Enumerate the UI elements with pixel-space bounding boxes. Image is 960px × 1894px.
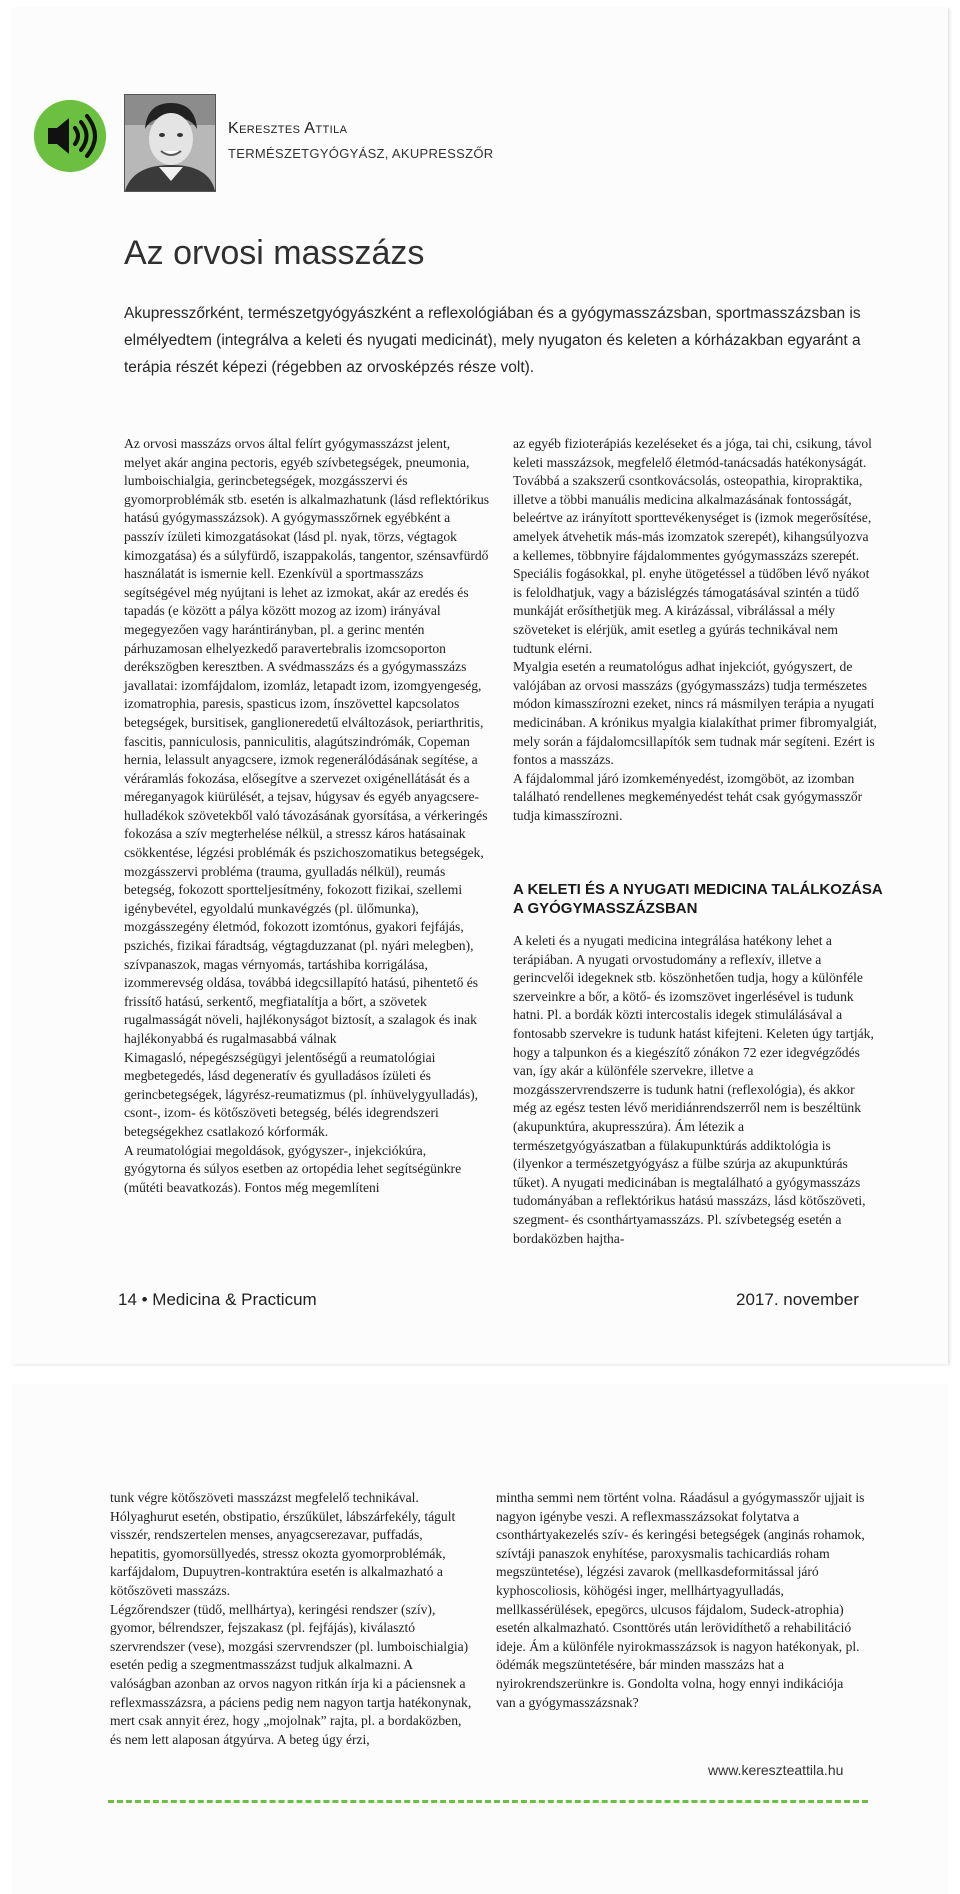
body-column-1 bbox=[124, 435, 490, 1197]
article-lead: Akupresszőrként, természetgyógyászként a reflexológiában és a gyógymasszázsban, sportmasszázsban is elmélyedtem (integrálva a keleti és nyugati medicinát), mely nyugaton és keleten a kórházakban egyaránt a terápia részét képezi (régebben az orvosképzés része volt). bbox=[124, 305, 861, 376]
website-link[interactable]: www.kereszteattila.hu bbox=[708, 1762, 844, 1778]
paragraph: A fájdalommal járó izomkeményedést, izomgöböt, az izomban található rendellenes megkeményedést tehát csak gyógymasszőr tudja kimasszírozni. bbox=[513, 770, 863, 823]
dashed-divider bbox=[108, 1800, 868, 1803]
footer-date: 2017. november bbox=[736, 1290, 859, 1309]
body-column-2 bbox=[513, 435, 877, 825]
section-heading: A KELETI ÉS A NYUGATI MEDICINA TALÁLKOZÁSA A GYÓGYMASSZÁZSBAN bbox=[513, 881, 883, 917]
paragraph: Az orvosi masszázs orvos által felírt gyógymasszázst jelent, melyet akár angina pectoris, egyéb szívbetegségek, pneumonia, lumboischialgia, gerincbetegségek, mozgásszervi és gyomorproblémák stb. esetén is alkalmazhatunk (lásd reflektórikus hatású gyógymasszázsok). A gyógymasszőrnek egyébként a passzív ízületi kimozgatásokat (lásd pl. nyak, törzs, végtagok kimozgatása) és a súlyfürdő, iszappakolás, tangentor, szénsavfürdő használatát is ismernie kell. Ezenkívül a sportmasszázs segítségével még nyújtani is lehet az izmokat, akár az eredés és tapadás (e között a pálya között mozog az izom) irányával megegyezően vagy harántirányban, pl. a gerinc mentén párhuzamosan elhelyezkedő paravertebralis izomcsoporton derékszögben keresztben. A svédmasszázs és a gyógymasszázs javallatai: izomfájdalom, izomláz, letapadt izom, izomgyengeség, izomatrophia, paresis, spasticus izom, ínszövettel kapcsolatos betegségek, bursitisek, ganglioneredetű elváltozások, periarthritis, fascitis, panniculosis, panniculitis, alagútszindrómák, Copeman hernia, lelassult anyagcsere, izmok regenerálódásának segítése, a véráramlás fokozása, elősegítve a szervezet oxigénellátását és a méreganyagok kiürülését, a tejsav, húgysav és egyéb anyagcsere-hulladékok szövetekből való távozásának gyorsítása, a vérkeringés fokozása a szív megterhelése nélkül, a stressz káros hatásainak csökkentése, légzési problémák és pszichoszomatikus betegségek, mozgásszervi probléma (trauma, gyulladás nélkül), reumás betegség, fokozott sportteljesítmény, fokozott fizikai, szellemi igénybevétel, egyoldalú munkavégzés (pl. ülőmunka), mozgásszegény életmód, fokozott izomtónus, gyakori fejfájás, pszichés, fizikai fáradtság, végtagduzzanat (pl. nyári melegben), szívpanaszok, magas vérnyomás, tartáshiba korrigálása, izommerevség oldása, továbbá idegcsillapító hatású, pihentető és frissítő hatású, serkentő, megfiatalítja a bőrt, a szövetek rugalmasságát növeli, hajlékonyságot biztosít, a szalagok és inak hajlékonyabbá és rugalmasabbá válnak bbox=[124, 436, 490, 1046]
paragraph: mintha semmi nem történt volna. Ráadásul a gyógymasszőr ujjait is nagyon igénybe veszi. A reflexmasszázsokat folytatva a csonthártyakezelés szív- és keringési betegségek (anginás rohamok, szívtáji panaszok enyhítése, paroxysmalis tachicardiás roham megszüntetése), légzési zavarok (mellkasdeformitással járó kyphoscoliosis, köhögési inger, mellhártyagyulladás, mellkassérülések, epegörcs, ulcusos fájdalom, Sudeck-atrophia) esetén alkalmazható. Csonttörés után lerövidíthető a rehabilitáció ideje. Ám a különféle nyirokmasszázsok is nagyon hatékonyak, pl. ödémák megszüntetésére, bár minden masszázs hat a nyirokrendszerünkre is. Gondolta volna, hogy ennyi indikációja van a gyógymasszázsnak? bbox=[496, 1490, 865, 1710]
paragraph: az egyéb fizioterápiás kezeléseket és a jóga, tai chi, csikung, távol keleti masszázsok, megfelelő életmód-tanácsadás hatékonyságát. Továbbá a szakszerű csontkovácsolás, osteopathia, kiropraktika, illetve a többi manuális medicina alkalmazásának fontosságát, beleértve az irányított sporttevékenységet is (izmok megerősítése, amelyek átvehetik más-más izomzatok szerepét), kihangsúlyozva a kellemes, többnyire fájdalommentes gyógymasszázs szerepét. Speciális fogásokkal, pl. enyhe ütögetéssel a tüdőben lévő nyákot is feloldhatjuk, vagy a bázislégzés támogatásával szintén a tüdő munkáját erősíthetjük meg. A kirázással, vibrálással a mély szöveteket is elérjük, amit esetleg a gyúrás technikával nem tudtunk elérni. bbox=[513, 436, 872, 656]
author-photo bbox=[124, 94, 216, 192]
author-role: TERMÉSZETGYÓGYÁSZ, AKUPRESSZŐR bbox=[228, 146, 494, 161]
paragraph: A reumatológiai megoldások, gyógyszer-, injekciókúra, gyógytorna és súlyos esetben az ortopédia lehet segítségünkre (műtéti beavatkozás). Fontos még megemlíteni bbox=[124, 1142, 462, 1195]
body-column-3 bbox=[110, 1489, 472, 1749]
paragraph: tunk végre kötőszöveti masszázst megfelelő technikával. Hólyaghurut esetén, obstipatio, érszűkület, lábszárfekély, tágult visszér, rendszertelen menses, anyagcserezavar, puffadás, hepatitis, gyomorsüllyedés, stressz okozta gyomorproblémák, karfájdalom, Dupuytren-kontraktúra esetén is alkalmazható a kötőszöveti masszázs. bbox=[110, 1490, 456, 1598]
footer-publication: 14 • Medicina & Practicum bbox=[118, 1290, 317, 1309]
paragraph: A keleti és a nyugati medicina integrálása hatékony lehet a terápiában. A nyugati orvostudomány a reflexív, illetve a gerincvelői idegeknek stb. köszönhetően tudja, hogy a különféle szerveinkre a bőr, a kötő- és izomszövet ingerlésével is tudunk hatni. Pl. a bordák közti intercostalis idegek stimulálásával a fontosabb szervekre is tudunk hatást kifejteni. Keleten úgy tartják, hogy a talpunkon és a kiegészítő zónákon 72 ezer idegvégződés van, így akár a különféle szervekre, illetve a mozgásszervrendszerre is tudunk hatni (reflexológia), és akkor még az egész testen lévő meridiánrendszerről nem is beszéltünk (akupunktúra, akupresszúra). Ám létezik a természetgyógyászatban a fülakupunktúrás addiktológia is (ilyenkor a természetgyógyász a fülbe szúrja az akupunktúrás tűket). A nyugati medicinában is megtalálható a gyógymasszázs tudományában a reflektórikus hatású masszázs, lásd kötőszöveti, szegment- és csonthártyamasszázs. Pl. szívbetegség esetén a bordaközben hajtha- bbox=[513, 933, 874, 1246]
author-name: Keresztes Attila bbox=[228, 120, 348, 137]
article-title: Az orvosi masszázs bbox=[124, 234, 425, 272]
paragraph: Kimagasló, népegészségügyi jelentőségű a reumatológiai megbetegedés, lásd degeneratív és gyulladásos ízületi és gerincbetegségek, lágyrész-reumatizmus (pl. ínhüvelygyulladás), csont-, izom- és kötőszöveti betegség, bélés idegrendszeri betegségekhez csatlakozó kórformák. bbox=[124, 1049, 479, 1139]
paragraph: Myalgia esetén a reumatológus adhat injekciót, gyógyszert, de valójában az orvosi masszázs (gyógymasszázs) tudja természetes módon kimasszírozni ezeket, nincs rá másmilyen terápia a nyugati medicinában. A krónikus myalgia kialakíthat primer fibromyalgiát, mely során a fájdalomcsillapítók sem tudnak már segíteni. Ezért is fontos a masszázs. bbox=[513, 659, 877, 768]
body-column-4 bbox=[496, 1489, 866, 1712]
speaker-icon[interactable] bbox=[34, 100, 106, 172]
paragraph: Légzőrendszer (tüdő, mellhártya), keringési rendszer (szív), gyomor, bélrendszer, fejszakasz (pl. fejfájás), kiválasztó szervrendszer (vese), mozgási szervrendszer (pl. lumboischialgia) esetén pedig a szegmentmasszázst tudjuk alkalmazni. A valóságban azonban az orvos nagyon ritkán írja ki a páciensnek a reflexmasszázsra, a páciens pedig nem nagyon tartja hatékonynak, mert csak annyit érez, hogy „mojolnak” rajta, pl. a bordaközben, és nem lett alaposan átgyúrva. A beteg úgy érzi, bbox=[110, 1601, 472, 1747]
body-column-2-continued bbox=[513, 932, 877, 1248]
